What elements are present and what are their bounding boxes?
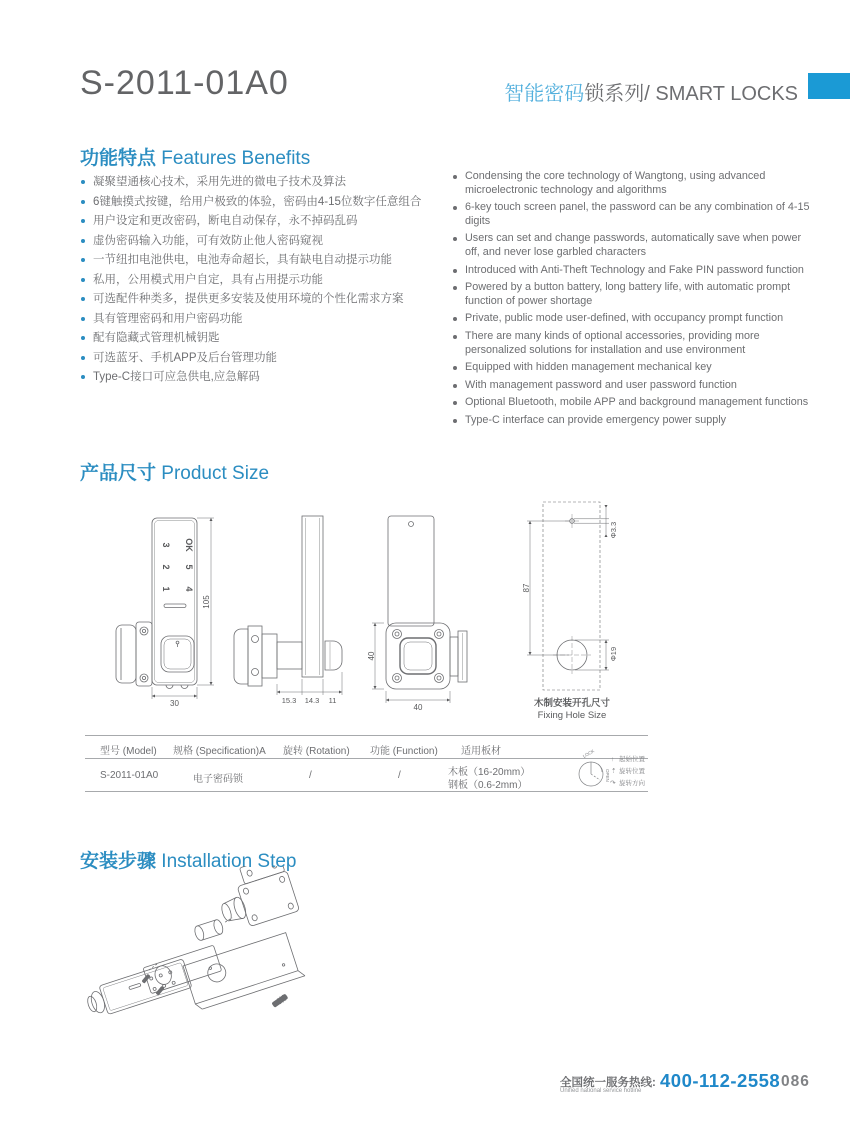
dim-side-1: 15.3 — [281, 696, 297, 705]
keypad-unit-part — [85, 959, 192, 1020]
cell-function: / — [398, 770, 401, 781]
list-item: Optional Bluetooth, mobile APP and background management functions — [452, 396, 814, 410]
keypad-key-ok: OK — [184, 538, 194, 552]
installation-exploded-diagram — [85, 866, 315, 1051]
coupling-part — [193, 915, 236, 942]
list-item: With management password and user password function — [452, 379, 814, 393]
list-item: 一节纽扣电池供电，电池寿命超长，具有缺电自动提示功能 — [80, 252, 455, 269]
features-heading-en: Features Benefits — [161, 148, 311, 169]
table-border-middle — [85, 758, 648, 759]
lock-body-part — [211, 866, 300, 933]
dim-hole-bottom-diameter: Φ19 — [609, 646, 618, 662]
product-size-heading-cn: 产品尺寸 — [80, 463, 157, 484]
keypad-key-4: 4 — [184, 586, 194, 592]
list-item: Equipped with hidden management mechanical key — [452, 361, 814, 375]
keypad-key-5: 5 — [184, 564, 194, 570]
header-accent-square — [808, 73, 850, 99]
legend-item-start: 起始位置 — [619, 756, 645, 763]
features-list-en — [452, 170, 814, 432]
legend-lock-label: LOCK — [582, 748, 596, 759]
rotate-position-arrow-icon: ⇡ — [611, 768, 617, 775]
cell-material-line2: 钢板（0.6-2mm） — [448, 780, 528, 791]
fixing-hole-caption-en: Fixing Hole Size — [537, 710, 607, 721]
hotline-label-cn: 全国统一服务热线: — [560, 1077, 656, 1089]
gasket-plate-part — [143, 945, 222, 994]
series-title-cn: 智能密码 — [504, 83, 585, 105]
keypad-key-2: 2 — [161, 564, 171, 570]
cell-rotation: / — [309, 770, 312, 781]
column-header-spec: 规格 (Specification)A — [173, 746, 266, 757]
hotline-phone-number: 400-112-2558 — [660, 1070, 781, 1091]
dim-front-width: 30 — [170, 699, 179, 708]
features-heading-cn: 功能特点 — [80, 148, 157, 169]
fixing-hole-drawing — [522, 502, 618, 721]
list-item: 具有管理密码和用户密码功能 — [80, 311, 455, 328]
keypad-key-1: 1 — [161, 586, 171, 592]
dim-hole-spacing: 87 — [522, 583, 531, 593]
dim-side-3: 11 — [328, 696, 337, 705]
page-title: S-2011-01A0 — [80, 64, 289, 102]
list-item: Users can set and change passwords, automatically save when power off, and never lose garbled characters — [452, 232, 814, 259]
cell-material-line1: 木板（16-20mm） — [448, 767, 531, 778]
list-item: 用户设定和更改密码，断电自动保存，永不掉码乱码 — [80, 213, 455, 230]
list-item: 6-key touch screen panel, the password can be any combination of 4-15 digits — [452, 201, 814, 228]
product-size-heading — [80, 458, 269, 485]
list-item: Type-C interface can provide emergency power supply — [452, 414, 814, 428]
product-size-heading-en: Product Size — [161, 463, 270, 484]
list-item: 可选配件种类多，提供更多安装及使用环境的个性化需求方案 — [80, 291, 455, 308]
column-header-model: 型号 (Model) — [100, 746, 157, 757]
column-header-rotation: 旋转 (Rotation) — [283, 746, 350, 757]
list-item: 私用，公用模式用户自定，具有占用提示功能 — [80, 272, 455, 289]
dim-front-height: 105 — [202, 595, 211, 609]
list-item: Type-C接口可应急供电,应急解码 — [80, 369, 455, 386]
dim-hole-top-diameter: Φ3.3 — [609, 521, 618, 539]
back-view-drawing — [367, 516, 467, 712]
installation-heading-cn: 安装步骤 — [80, 851, 157, 872]
installation-heading-en: Installation Step — [161, 851, 297, 872]
legend-item-rotate-direction: 旋转方向 — [619, 780, 645, 787]
legend-item-rotate-position: 旋转位置 — [619, 768, 645, 775]
list-item: 凝聚望通核心技术，采用先进的微电子技术及算法 — [80, 174, 455, 191]
screw-part — [271, 993, 288, 1008]
dim-back-width: 40 — [413, 703, 423, 712]
features-list-cn — [80, 174, 455, 389]
fixing-hole-caption-cn: 木制安装开孔尺寸 — [533, 698, 611, 709]
page-number: 086 — [781, 1073, 810, 1090]
column-header-material: 适用板材 — [461, 746, 501, 757]
side-view-drawing — [234, 516, 342, 705]
list-item: There are many kinds of optional accessories, providing more personalized solutions for installation and use environment — [452, 330, 814, 357]
rotate-direction-arrow-icon: ↷ — [610, 780, 616, 787]
cell-model: S-2011-01A0 — [100, 770, 159, 781]
spec-table — [85, 735, 648, 792]
list-item: 可选蓝牙、手机APP及后台管理功能 — [80, 350, 455, 367]
rotation-legend — [574, 747, 664, 795]
list-item: 6键触摸式按键，给用户极致的体验，密码由4-15位数字任意组合 — [80, 194, 455, 211]
list-item: Introduced with Anti-Theft Technology and Fake PIN password function — [452, 264, 814, 278]
hotline-label-en: Unified national service hotline — [560, 1088, 642, 1094]
list-item: Powered by a button battery, long battery life, with automatic prompt function of power shortage — [452, 281, 814, 308]
features-heading — [80, 143, 310, 170]
dim-side-2: 14.3 — [304, 696, 320, 705]
keypad-key-3: 3 — [161, 542, 171, 548]
list-item: 虚伪密码输入功能，可有效防止他人密码窥视 — [80, 233, 455, 250]
product-dimension-drawing — [85, 498, 645, 730]
list-item: Private, public mode user-defined, with occupancy prompt function — [452, 312, 814, 326]
list-item: Condensing the core technology of Wangtong, using advanced microelectronic technology and algorithms — [452, 170, 814, 197]
series-title — [504, 77, 798, 106]
dim-back-height: 40 — [367, 651, 376, 661]
series-title-rest: 锁系列/ SMART LOCKS — [584, 83, 798, 105]
front-view-drawing — [116, 518, 214, 708]
cell-spec: 电子密码锁 — [193, 774, 243, 785]
list-item: 配有隐藏式管理机械钥匙 — [80, 330, 455, 347]
table-border-top — [85, 735, 648, 736]
column-header-function: 功能 (Function) — [370, 746, 438, 757]
start-arrow-icon: ↑ — [611, 756, 615, 763]
legend-open-label: OPEN — [605, 769, 610, 782]
table-border-bottom — [85, 791, 648, 792]
